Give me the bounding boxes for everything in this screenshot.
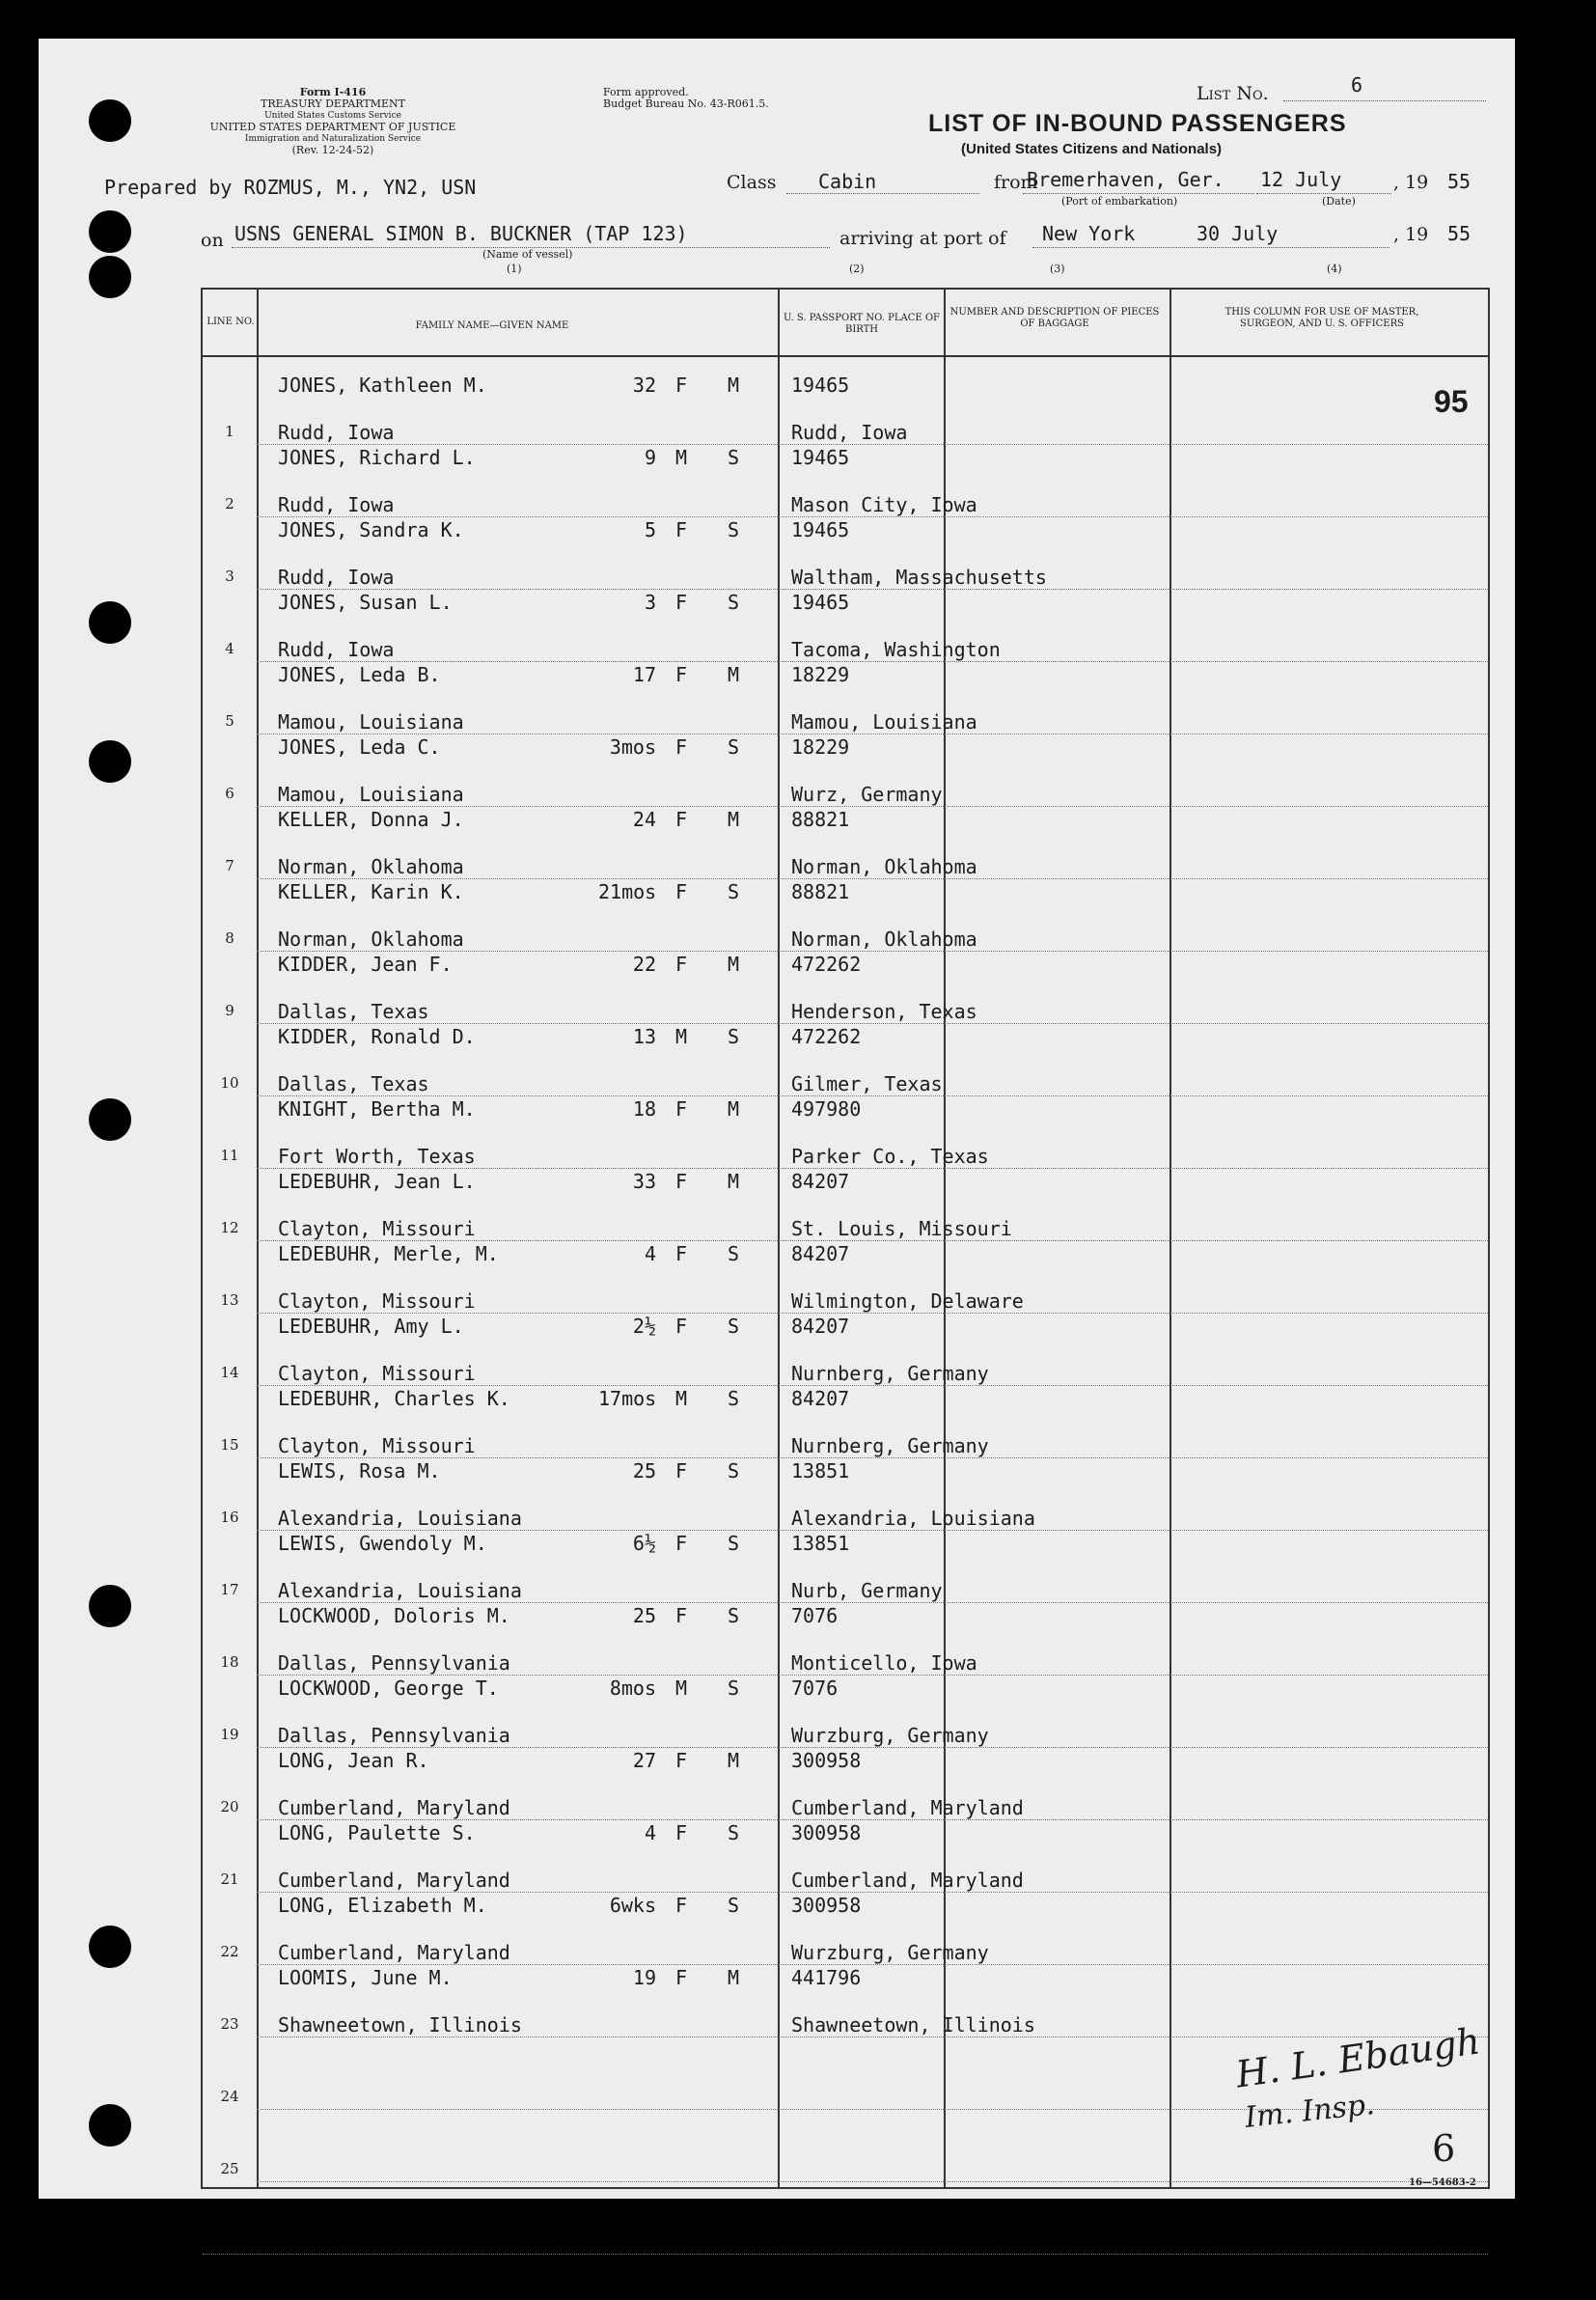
line-number: 23 <box>220 2015 239 2033</box>
passenger-name: LEDEBUHR, Jean L. <box>278 1170 476 1193</box>
passenger-age: 19 <box>632 1966 656 1989</box>
col-divider <box>1169 290 1171 2187</box>
residence-place: Clayton, Missouri <box>278 1362 476 1385</box>
residence-place: Mamou, Louisiana <box>278 783 464 806</box>
row-divider <box>257 1819 1488 1820</box>
marital-status: S <box>728 1387 740 1410</box>
passenger-name: KELLER, Karin K. <box>278 880 464 903</box>
vessel-name: USNS GENERAL SIMON B. BUCKNER (TAP 123) <box>234 222 688 245</box>
passenger-sex: M <box>675 1387 688 1410</box>
marital-status: S <box>728 446 740 469</box>
passport-number: 84207 <box>791 1170 850 1193</box>
line-number: 16 <box>220 1509 239 1526</box>
passenger-age: 6wks <box>609 1894 656 1917</box>
form-agency-block <box>183 87 482 156</box>
passenger-age: 3mos <box>609 735 656 759</box>
punch-hole <box>89 1585 131 1627</box>
passenger-name: JONES, Leda B. <box>278 663 441 686</box>
birth-place: Nurnberg, Germany <box>791 1434 989 1457</box>
row-divider <box>257 1747 1488 1748</box>
passenger-name: KELLER, Donna J. <box>278 808 464 831</box>
row-divider <box>257 444 1488 445</box>
birth-place: Henderson, Texas <box>791 1000 977 1023</box>
from-caption: (Port of embarkation) <box>1061 195 1178 208</box>
line-number: 12 <box>220 1219 239 1236</box>
from-value: Bremerhaven, Ger. <box>1027 168 1225 191</box>
passport-number: 19465 <box>791 518 850 541</box>
birth-place: Norman, Oklahoma <box>791 855 977 878</box>
line-number: 17 <box>220 1581 239 1598</box>
marital-status: S <box>728 591 740 614</box>
passenger-name: LEDEBUHR, Charles K. <box>278 1387 510 1410</box>
passenger-age: 22 <box>632 953 656 976</box>
passenger-age: 6½ <box>632 1532 656 1555</box>
marital-status: M <box>728 1170 740 1193</box>
passenger-sex: F <box>675 1604 688 1627</box>
passenger-sex: F <box>675 518 688 541</box>
passenger-sex: F <box>675 1894 688 1917</box>
row-divider <box>257 1602 1488 1603</box>
row-divider <box>257 951 1488 952</box>
treasury-dept: TREASURY DEPARTMENT <box>261 97 405 110</box>
list-no-underline <box>1283 100 1486 101</box>
row-divider <box>257 589 1488 590</box>
row-divider <box>257 1095 1488 1096</box>
passenger-sex: F <box>675 1821 688 1844</box>
marital-status: S <box>728 1242 740 1265</box>
line-number: 19 <box>220 1726 239 1743</box>
passport-number: 300958 <box>791 1749 862 1772</box>
passport-number: 441796 <box>791 1966 862 1989</box>
row-divider <box>257 1964 1488 1965</box>
passenger-name: JONES, Leda C. <box>278 735 441 759</box>
passenger-age: 25 <box>632 1604 656 1627</box>
row-divider <box>257 1313 1488 1314</box>
line-number: 11 <box>220 1147 239 1164</box>
passenger-age: 2½ <box>632 1315 656 1338</box>
year-suffix: 55 <box>1447 170 1472 193</box>
passenger-age: 18 <box>632 1097 656 1121</box>
residence-place: Dallas, Texas <box>278 1072 429 1095</box>
passenger-sex: F <box>675 735 688 759</box>
punch-hole <box>89 99 131 142</box>
birth-place: St. Louis, Missouri <box>791 1217 1012 1240</box>
customs-service: United States Customs Service <box>264 111 401 121</box>
inspector-signature: H. L. Ebaugh <box>1233 2019 1483 2096</box>
line-number: 5 <box>225 712 234 730</box>
residence-place: Rudd, Iowa <box>278 493 395 516</box>
passenger-age: 4 <box>644 1821 656 1844</box>
residence-place: Cumberland, Maryland <box>278 1869 510 1892</box>
officer-count-mark: 95 <box>1434 384 1469 419</box>
residence-place: Norman, Oklahoma <box>278 928 464 951</box>
passenger-name: JONES, Kathleen M. <box>278 374 487 397</box>
passport-number: 13851 <box>791 1532 850 1555</box>
vessel-caption: (Name of vessel) <box>482 248 573 261</box>
year2-suffix: 55 <box>1447 222 1472 245</box>
punch-hole <box>89 2104 131 2147</box>
residence-place: Rudd, Iowa <box>278 421 395 444</box>
from-label: from <box>994 172 1038 193</box>
date-caption: (Date) <box>1322 195 1356 208</box>
passenger-age: 5 <box>644 518 656 541</box>
arrival-date: 30 July <box>1197 222 1279 245</box>
passport-number: 84207 <box>791 1242 850 1265</box>
line-number: 10 <box>220 1074 239 1092</box>
birth-place: Wurz, Germany <box>791 783 943 806</box>
residence-place: Norman, Oklahoma <box>278 855 464 878</box>
passport-number: 88821 <box>791 808 850 831</box>
birth-place: Monticello, Iowa <box>791 1651 977 1675</box>
passenger-name: LEWIS, Rosa M. <box>278 1459 441 1483</box>
punch-hole <box>89 1098 131 1141</box>
marital-status: S <box>728 1821 740 1844</box>
marital-status: S <box>728 1677 740 1700</box>
birth-place: Nurb, Germany <box>791 1579 943 1602</box>
passport-number: 19465 <box>791 374 850 397</box>
line-number: 21 <box>220 1870 239 1888</box>
passport-number: 472262 <box>791 1025 862 1048</box>
marital-status: M <box>728 1966 740 1989</box>
col-header-line-no: LINE NO. <box>206 317 255 327</box>
birth-place: Wilmington, Delaware <box>791 1289 1024 1313</box>
passport-number: 300958 <box>791 1894 862 1917</box>
line-number: 9 <box>225 1002 234 1019</box>
punch-hole <box>89 1926 131 1968</box>
residence-place: Mamou, Louisiana <box>278 710 464 734</box>
line-number: 4 <box>225 640 234 657</box>
passenger-name: KIDDER, Jean F. <box>278 953 453 976</box>
line-number: 14 <box>220 1364 239 1381</box>
row-divider <box>257 1023 1488 1024</box>
birth-place: Mason City, Iowa <box>791 493 977 516</box>
passport-number: 18229 <box>791 663 850 686</box>
marital-status: S <box>728 1025 740 1048</box>
passenger-sex: F <box>675 808 688 831</box>
punch-hole <box>89 256 131 298</box>
passenger-sex: F <box>675 953 688 976</box>
punch-hole <box>89 740 131 783</box>
form-sheet <box>39 39 1515 2199</box>
col-ref-2: (2) <box>849 263 865 275</box>
form-approved: Form approved. <box>603 86 689 98</box>
list-no-label: List No. <box>1197 83 1269 104</box>
row-divider <box>257 1675 1488 1676</box>
residence-place: Dallas, Pennsylvania <box>278 1724 510 1747</box>
residence-place: Cumberland, Maryland <box>278 1796 510 1819</box>
passenger-age: 17 <box>632 663 656 686</box>
row-divider <box>257 1530 1488 1531</box>
passport-number: 472262 <box>791 953 862 976</box>
ins-service: Immigration and Naturalization Service <box>244 134 422 144</box>
row-divider <box>257 1385 1488 1386</box>
page-subtitle: (United States Citizens and Nationals) <box>961 141 1223 157</box>
passenger-age: 17mos <box>598 1387 657 1410</box>
line-number: 22 <box>220 1943 239 1960</box>
passport-number: 7076 <box>791 1677 839 1700</box>
passenger-age: 27 <box>632 1749 656 1772</box>
marital-status: M <box>728 663 740 686</box>
col-ref-3: (3) <box>1050 263 1065 275</box>
marital-status: S <box>728 1315 740 1338</box>
line-number: 1 <box>225 423 234 440</box>
passenger-age: 33 <box>632 1170 656 1193</box>
marital-status: M <box>728 1097 740 1121</box>
residence-place: Fort Worth, Texas <box>278 1145 476 1168</box>
birth-place: Gilmer, Texas <box>791 1072 943 1095</box>
residence-place: Alexandria, Louisiana <box>278 1579 522 1602</box>
line-number: 20 <box>220 1798 239 1815</box>
row-divider <box>257 1892 1488 1893</box>
passenger-sex: F <box>675 1170 688 1193</box>
punch-hole <box>89 601 131 644</box>
passenger-name: LOCKWOOD, George T. <box>278 1677 499 1700</box>
row-divider <box>257 661 1488 662</box>
inspector-title: Im. Insp. <box>1243 2088 1377 2135</box>
passenger-age: 4 <box>644 1242 656 1265</box>
class-underline <box>786 193 979 194</box>
residence-place: Clayton, Missouri <box>278 1434 476 1457</box>
line-number: 25 <box>220 2160 239 2177</box>
passenger-name: LONG, Elizabeth M. <box>278 1894 487 1917</box>
line-number: 6 <box>225 785 234 802</box>
prepared-by: Prepared by ROZMUS, M., YN2, USN <box>104 176 477 199</box>
passport-number: 7076 <box>791 1604 839 1627</box>
arrival-port: New York <box>1042 222 1136 245</box>
marital-status: M <box>728 374 740 397</box>
passenger-sex: F <box>675 1242 688 1265</box>
col-ref-4: (4) <box>1327 263 1342 275</box>
table-bottom-rule <box>203 2254 1488 2255</box>
passenger-age: 9 <box>644 446 656 469</box>
passenger-name: JONES, Susan L. <box>278 591 453 614</box>
justice-dept: UNITED STATES DEPARTMENT OF JUSTICE <box>209 121 456 133</box>
col-header-name: FAMILY NAME—GIVEN NAME <box>415 320 569 331</box>
row-divider <box>257 1168 1488 1169</box>
row-divider <box>257 2181 1488 2182</box>
passport-number: 88821 <box>791 880 850 903</box>
revision: (Rev. 12-24-52) <box>291 144 374 156</box>
residence-place: Clayton, Missouri <box>278 1217 476 1240</box>
passenger-sex: F <box>675 1459 688 1483</box>
passenger-age: 32 <box>632 374 656 397</box>
residence-place: Rudd, Iowa <box>278 638 395 661</box>
punch-hole <box>89 210 131 253</box>
approval-block <box>603 87 777 110</box>
line-number: 7 <box>225 857 234 874</box>
port-underline <box>1032 247 1390 248</box>
birth-place: Cumberland, Maryland <box>791 1796 1024 1819</box>
line-number: 3 <box>225 568 234 585</box>
passenger-name: LOOMIS, June M. <box>278 1966 453 1989</box>
page-title: LIST OF IN-BOUND PASSENGERS <box>928 110 1347 137</box>
arriving-label: arriving at port of <box>839 228 1006 249</box>
residence-place: Alexandria, Louisiana <box>278 1507 522 1530</box>
passenger-sex: F <box>675 1315 688 1338</box>
passenger-name: KNIGHT, Bertha M. <box>278 1097 476 1121</box>
class-value: Cabin <box>818 170 877 193</box>
marital-status: M <box>728 808 740 831</box>
passenger-sex: F <box>675 591 688 614</box>
passenger-table <box>201 288 1490 2189</box>
passenger-age: 25 <box>632 1459 656 1483</box>
passenger-sex: F <box>675 1097 688 1121</box>
passenger-sex: M <box>675 1677 688 1700</box>
class-label: Class <box>727 172 777 193</box>
birth-place: Shawneetown, Illinois <box>791 2013 1035 2037</box>
passenger-name: LEWIS, Gwendoly M. <box>278 1532 487 1555</box>
residence-place: Shawneetown, Illinois <box>278 2013 522 2037</box>
birth-place: Rudd, Iowa <box>791 421 908 444</box>
marital-status: S <box>728 1894 740 1917</box>
from-underline <box>1023 193 1254 194</box>
list-no-value: 6 <box>1351 73 1363 97</box>
passenger-name: LEDEBUHR, Amy L. <box>278 1315 464 1338</box>
marital-status: M <box>728 953 740 976</box>
birth-place: Parker Co., Texas <box>791 1145 989 1168</box>
line-number: 24 <box>220 2088 239 2105</box>
passenger-sex: M <box>675 446 688 469</box>
col-divider <box>778 290 780 2187</box>
residence-place: Cumberland, Maryland <box>278 1941 510 1964</box>
passenger-age: 13 <box>632 1025 656 1048</box>
residence-place: Dallas, Texas <box>278 1000 429 1023</box>
passenger-sex: F <box>675 1749 688 1772</box>
passenger-age: 3 <box>644 591 656 614</box>
col-header-baggage: NUMBER AND DESCRIPTION OF PIECES OF BAGGAGE <box>949 307 1160 329</box>
row-divider <box>257 806 1488 807</box>
passport-number: 84207 <box>791 1315 850 1338</box>
form-number: Form I-416 <box>299 86 367 98</box>
birth-place: Waltham, Massachusetts <box>791 566 1047 589</box>
passenger-age: 24 <box>632 808 656 831</box>
passenger-name: LOCKWOOD, Doloris M. <box>278 1604 510 1627</box>
col-ref-1: (1) <box>507 263 522 275</box>
marital-status: M <box>728 1749 740 1772</box>
marital-status: S <box>728 1532 740 1555</box>
handwritten-list-number: 6 <box>1432 2127 1456 2170</box>
marital-status: S <box>728 1459 740 1483</box>
marital-status: S <box>728 880 740 903</box>
passport-number: 497980 <box>791 1097 862 1121</box>
passenger-name: JONES, Sandra K. <box>278 518 464 541</box>
birth-place: Tacoma, Washington <box>791 638 1001 661</box>
marital-status: S <box>728 735 740 759</box>
passport-number: 19465 <box>791 591 850 614</box>
passenger-name: LEDEBUHR, Merle, M. <box>278 1242 499 1265</box>
date-underline <box>1256 193 1391 194</box>
footer-code: 16—54683-2 <box>1409 2177 1476 2188</box>
residence-place: Rudd, Iowa <box>278 566 395 589</box>
col-divider <box>257 290 259 2187</box>
birth-place: Wurzburg, Germany <box>791 1724 989 1747</box>
passport-number: 300958 <box>791 1821 862 1844</box>
passenger-sex: F <box>675 374 688 397</box>
passenger-sex: F <box>675 663 688 686</box>
col-header-passport: U. S. PASSPORT NO. PLACE OF BIRTH <box>784 313 940 335</box>
passport-number: 18229 <box>791 735 850 759</box>
birth-place: Mamou, Louisiana <box>791 710 977 734</box>
birth-place: Cumberland, Maryland <box>791 1869 1024 1892</box>
year2-prefix: , 19 <box>1393 224 1429 245</box>
birth-place: Alexandria, Louisiana <box>791 1507 1035 1530</box>
passenger-age: 8mos <box>609 1677 656 1700</box>
marital-status: S <box>728 1604 740 1627</box>
passenger-sex: M <box>675 1025 688 1048</box>
row-divider <box>257 878 1488 879</box>
line-number: 15 <box>220 1436 239 1454</box>
passport-number: 84207 <box>791 1387 850 1410</box>
passenger-sex: F <box>675 880 688 903</box>
row-divider <box>257 1457 1488 1458</box>
on-label: on <box>201 230 224 251</box>
line-number: 8 <box>225 929 234 947</box>
passenger-name: JONES, Richard L. <box>278 446 476 469</box>
line-number: 18 <box>220 1653 239 1671</box>
line-number: 2 <box>225 495 234 513</box>
header-divider <box>203 355 1488 357</box>
passenger-sex: F <box>675 1966 688 1989</box>
passenger-name: LONG, Paulette S. <box>278 1821 476 1844</box>
row-divider <box>257 1240 1488 1241</box>
date-value: 12 July <box>1260 168 1342 191</box>
passenger-sex: F <box>675 1532 688 1555</box>
birth-place: Wurzburg, Germany <box>791 1941 989 1964</box>
year-prefix: , 19 <box>1393 172 1429 193</box>
passport-number: 13851 <box>791 1459 850 1483</box>
col-header-officers: THIS COLUMN FOR USE OF MASTER, SURGEON, AND U. S. OFFICERS <box>1225 307 1419 329</box>
birth-place: Nurnberg, Germany <box>791 1362 989 1385</box>
passenger-name: LONG, Jean R. <box>278 1749 429 1772</box>
line-number: 13 <box>220 1291 239 1309</box>
birth-place: Norman, Oklahoma <box>791 928 977 951</box>
passenger-name: KIDDER, Ronald D. <box>278 1025 476 1048</box>
marital-status: S <box>728 518 740 541</box>
residence-place: Dallas, Pennsylvania <box>278 1651 510 1675</box>
passport-number: 19465 <box>791 446 850 469</box>
budget-bureau: Budget Bureau No. 43-R061.5. <box>603 97 769 110</box>
passenger-age: 21mos <box>598 880 657 903</box>
residence-place: Clayton, Missouri <box>278 1289 476 1313</box>
row-divider <box>257 516 1488 517</box>
